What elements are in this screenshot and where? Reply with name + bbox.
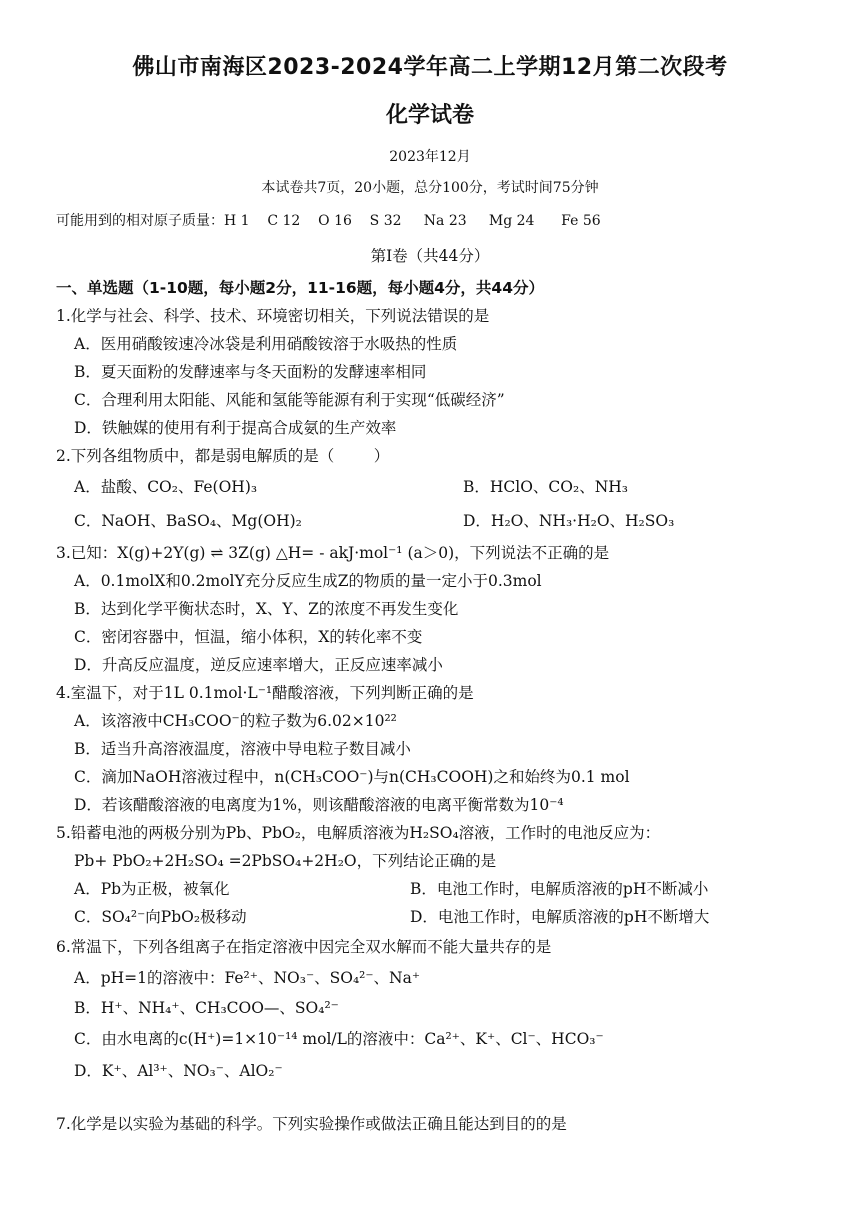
question-2-stem: 2.下列各组物质中，都是弱电解质的是（ ） <box>56 447 390 465</box>
question-6-option-d: D．K⁺、Al³⁺、NO₃⁻、AlO₂⁻ <box>74 1062 283 1080</box>
exam-date: 2023年12月 <box>389 149 471 165</box>
question-5-option-b: B．电池工作时，电解质溶液的pH不断减小 <box>410 880 709 898</box>
volume-heading: 第Ⅰ卷（共44分） <box>370 247 490 265</box>
question-6-option-c: C．由水电离的c(H⁺)=1×10⁻¹⁴ mol/L的溶液中：Ca²⁺、K⁺、Cl⁻、HCO₃⁻ <box>74 1030 604 1048</box>
question-5-option-d: D．电池工作时，电解质溶液的pH不断增大 <box>410 908 710 926</box>
question-6-option-b: B．H⁺、NH₄⁺、CH₃COO—、SO₄²⁻ <box>74 999 339 1017</box>
question-4-option-b: B．适当升高溶液温度，溶液中导电粒子数目减小 <box>74 740 411 758</box>
question-5-stem: 5.铅蓄电池的两极分别为Pb、PbO₂，电解质溶液为H₂SO₄溶液，工作时的电池反应为： <box>56 824 661 842</box>
question-4-option-c: C．滴加NaOH溶液过程中，n(CH₃COO⁻)与n(CH₃COOH)之和始终为0.1 mol <box>74 768 630 786</box>
question-6-option-a: A．pH=1的溶液中：Fe²⁺、NO₃⁻、SO₄²⁻、Na⁺ <box>74 969 421 987</box>
exam-subject: 化学试卷 <box>385 103 474 128</box>
question-5-equation: Pb+ PbO₂+2H₂SO₄ =2PbSO₄+2H₂O，下列结论正确的是 <box>74 852 497 870</box>
question-1-stem: 1.化学与社会、科学、技术、环境密切相关，下列说法错误的是 <box>56 307 490 325</box>
question-4-stem: 4.室温下，对于1L 0.1mol·L⁻¹醋酸溶液，下列判断正确的是 <box>56 684 474 702</box>
question-1-option-c: C．合理利用太阳能、风能和氢能等能源有利于实现“低碳经济” <box>74 391 505 409</box>
question-2-option-a: A．盐酸、CO₂、Fe(OH)₃ <box>74 478 258 496</box>
section-heading: 一、单选题（1-10题，每小题2分，11-16题，每小题4分，共44分） <box>56 279 545 297</box>
exam-title: 佛山市南海区2023-2024学年高二上学期12月第二次段考 <box>132 55 728 80</box>
question-1-option-d: D．铁触媒的使用有利于提高合成氨的生产效率 <box>74 419 397 437</box>
question-5-option-c: C．SO₄²⁻向PbO₂极移动 <box>74 908 247 926</box>
question-4-option-a: A．该溶液中CH₃COO⁻的粒子数为6.02×10²² <box>74 712 397 730</box>
question-2-option-d: D．H₂O、NH₃·H₂O、H₂SO₃ <box>463 512 675 530</box>
question-1-option-b: B．夏天面粉的发酵速率与冬天面粉的发酵速率相同 <box>74 363 427 381</box>
question-2-option-c: C．NaOH、BaSO₄、Mg(OH)₂ <box>74 512 302 530</box>
question-4-option-d: D．若该醋酸溶液的电离度为1%，则该醋酸溶液的电离平衡常数为10⁻⁴ <box>74 796 564 814</box>
question-2-option-b: B．HClO、CO₂、NH₃ <box>463 478 629 496</box>
question-3-option-d: D．升高反应温度，逆反应速率增大，正反应速率减小 <box>74 656 443 674</box>
question-3-option-c: C．密闭容器中，恒温，缩小体积，X的转化率不变 <box>74 628 423 646</box>
question-3-stem: 3.已知：X(g)+2Y(g) ⇌ 3Z(g) △H= - akJ·mol⁻¹ (a＞0)，下列说法不正确的是 <box>56 544 610 562</box>
question-7-stem: 7.化学是以实验为基础的科学。下列实验操作或做法正确且能达到目的的是 <box>56 1115 567 1133</box>
question-3-option-b: B．达到化学平衡状态时，X、Y、Z的浓度不再发生变化 <box>74 600 459 618</box>
question-6-stem: 6.常温下，下列各组离子在指定溶液中因完全双水解而不能大量共存的是 <box>56 938 552 956</box>
question-3-option-a: A．0.1molX和0.2molY充分反应生成Z的物质的量一定小于0.3mol <box>74 572 542 590</box>
exam-info: 本试卷共7页，20小题，总分100分，考试时间75分钟 <box>261 180 599 196</box>
question-1-option-a: A．医用硝酸铵速冷冰袋是利用硝酸铵溶于水吸热的性质 <box>74 335 458 353</box>
question-5-option-a: A．Pb为正极，被氧化 <box>74 880 230 898</box>
atomic-masses: 可能用到的相对原子质量：H 1 C 12 O 16 S 32 Na 23 Mg 24 Fe 56 <box>56 213 601 229</box>
